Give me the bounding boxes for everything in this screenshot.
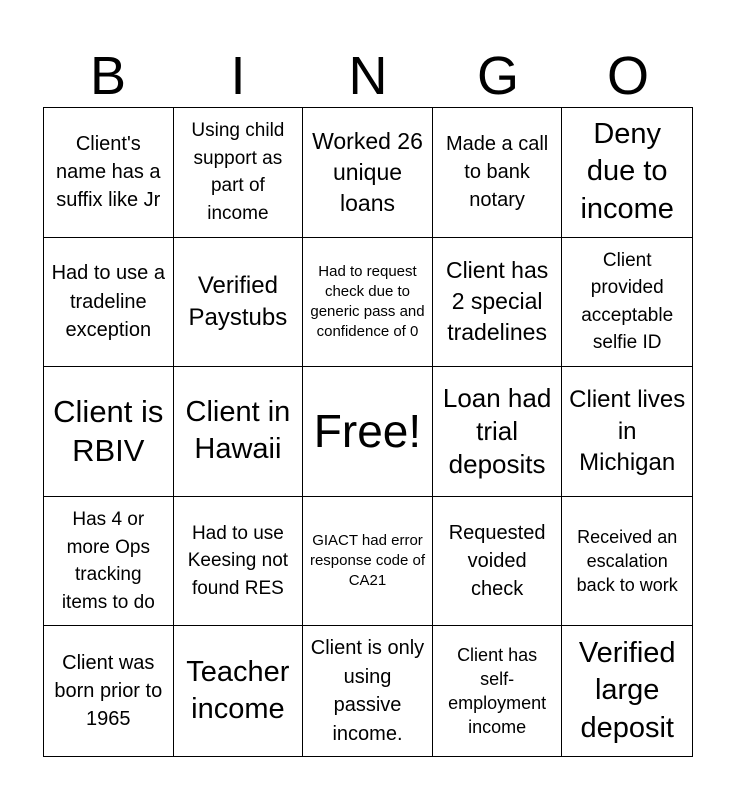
bingo-cell-r4-c2[interactable]	[174, 497, 304, 627]
bingo-cell-r5-c4[interactable]	[433, 626, 563, 756]
bingo-cell-r2-c5[interactable]	[562, 238, 692, 368]
bingo-cell-r4-c3[interactable]	[303, 497, 433, 627]
bingo-cell-text: Worked 26 unique loans	[312, 127, 423, 216]
bingo-cell-r4-c4[interactable]	[433, 497, 563, 627]
bingo-cell-text: Had to use a tradeline exception	[51, 262, 165, 342]
bingo-cell-text: Made a call to bank notary	[445, 132, 549, 212]
header-letter-g: G	[476, 46, 519, 106]
bingo-cell-r1-c3[interactable]	[303, 108, 433, 238]
bingo-cell-r5-c3[interactable]	[303, 626, 433, 756]
bingo-cell-text: Received an escalation back to work	[576, 526, 678, 596]
header-letter-o: O	[606, 46, 649, 106]
bingo-cell-text: Verified large deposit	[578, 636, 676, 745]
bingo-cell-text: Client's name has a suffix like Jr	[56, 132, 161, 212]
bingo-cell-r4-c5[interactable]	[562, 497, 692, 627]
bingo-cell-r2-c1[interactable]	[44, 238, 174, 368]
bingo-cell-r5-c2[interactable]	[174, 626, 304, 756]
bingo-cell-r4-c1[interactable]	[44, 497, 174, 627]
bingo-cell-text: Verified Paystubs	[188, 271, 288, 331]
bingo-cell-text: Had to request check due to generic pass and confidence of 0	[310, 263, 425, 340]
bingo-cell-r2-c2[interactable]	[174, 238, 304, 368]
bingo-cell-r1-c4[interactable]	[433, 108, 563, 238]
bingo-cell-text: Loan had trial deposits	[442, 382, 552, 480]
bingo-cell-r3-c4[interactable]	[433, 367, 563, 497]
bingo-cell-free[interactable]	[303, 367, 433, 497]
bingo-cell-r3-c1[interactable]	[44, 367, 174, 497]
bingo-cell-text: Client is RBIV	[53, 394, 164, 469]
bingo-cell-text: Client has self-employment income	[448, 644, 547, 738]
bingo-cell-text: Client has 2 special tradelines	[445, 257, 549, 346]
bingo-cell-text: Client lives in Michigan	[569, 385, 686, 477]
bingo-cell-r5-c1[interactable]	[44, 626, 174, 756]
header-letter-b: B	[89, 46, 127, 106]
bingo-cell-r2-c4[interactable]	[433, 238, 563, 368]
bingo-cell-text: Using child support as part of income	[191, 120, 285, 224]
bingo-cell-text: Teacher income	[186, 655, 290, 726]
bingo-cell-r1-c2[interactable]	[174, 108, 304, 238]
bingo-header	[43, 44, 693, 108]
header-letter-n: N	[348, 46, 388, 106]
header-letter-i: I	[230, 46, 246, 106]
bingo-cell-text: Client is only using passive income.	[310, 637, 425, 745]
bingo-cell-text: Client provided acceptable selfie ID	[581, 249, 674, 354]
bingo-cell-text: Deny due to income	[580, 117, 674, 226]
bingo-cell-r1-c1[interactable]	[44, 108, 174, 238]
bingo-cell-text: Client in Hawaii	[185, 395, 291, 466]
bingo-cell-text: Had to use Keesing not found RES	[187, 522, 289, 599]
bingo-cell-r3-c2[interactable]	[174, 367, 304, 497]
bingo-cell-r2-c3[interactable]	[303, 238, 433, 368]
bingo-board	[43, 107, 693, 757]
bingo-cell-text: Has 4 or more Ops tracking items to do	[61, 509, 155, 613]
bingo-cell-r5-c5[interactable]	[562, 626, 692, 756]
free-space-label: Free!	[313, 405, 422, 458]
bingo-cell-r1-c5[interactable]	[562, 108, 692, 238]
bingo-cell-text: Client was born prior to 1965	[54, 651, 163, 731]
bingo-cell-text: GIACT had error response code of CA21	[309, 532, 426, 589]
bingo-cell-r3-c5[interactable]	[562, 367, 692, 497]
bingo-cell-text: Requested voided check	[448, 521, 546, 601]
